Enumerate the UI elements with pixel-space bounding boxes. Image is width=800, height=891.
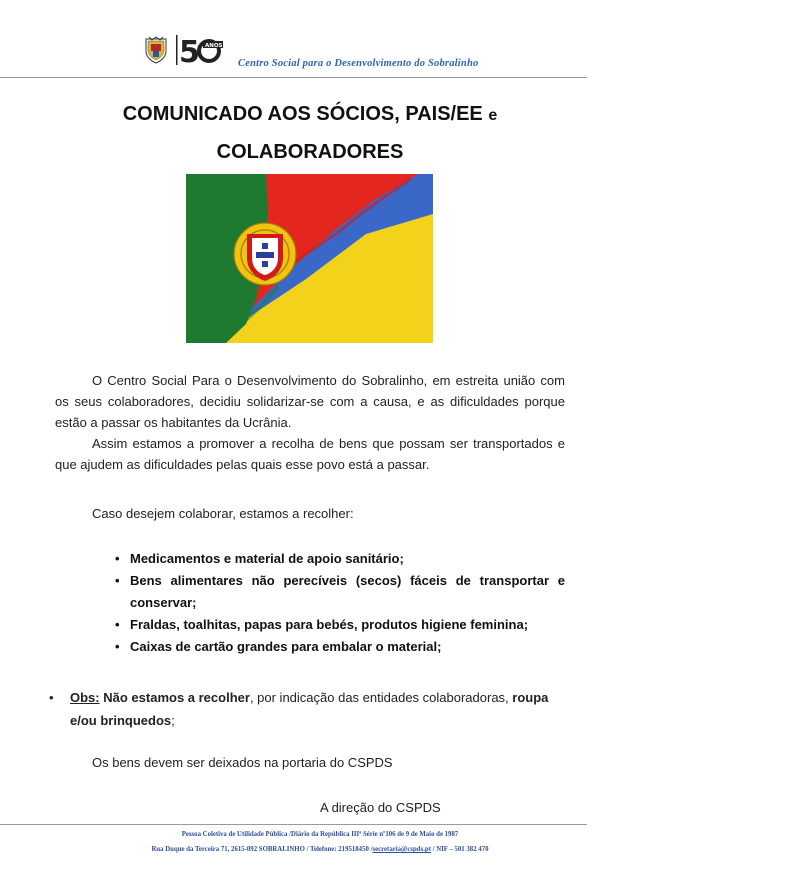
email-link[interactable]: secretaria@cspds.pt <box>372 846 431 853</box>
footer-nif: / NIF – 501 382 470 <box>430 846 489 853</box>
footer-address: Rua Duque da Terceira 71, 2615-092 SOBRALINHO / Telefone: 219518450 / <box>151 846 373 853</box>
title-line-2: COLABORADORES <box>216 141 404 163</box>
obs-not-collecting: Não estamos a recolher <box>103 690 250 705</box>
drop-off-paragraph: Os bens devem ser deixados na portaria do CSPDS <box>92 755 393 770</box>
items-list <box>115 548 565 658</box>
letterhead <box>0 0 587 80</box>
page-title <box>0 96 620 170</box>
obs-reason: , por indicação das entidades colaboradoras, <box>249 690 513 705</box>
50-years-logo <box>176 33 230 67</box>
collection-paragraph: Assim estamos a promover a recolha de bens que possam ser transportados e que ajudem as dificuldades pelas quais esse povo está a passar. <box>55 436 565 472</box>
obs-excluded-items: roupa e/ou brinquedos <box>70 690 549 728</box>
list-item: • Caixas de cartão grandes para embalar o material; <box>115 636 565 658</box>
bullet-icon: • <box>49 690 54 705</box>
portugal-ukraine-flag-image <box>186 174 433 343</box>
list-item: • Fraldas, toalhitas, papas para bebés, produtos higiene feminina; <box>115 614 565 636</box>
svg-text:ANOS: ANOS <box>205 43 223 49</box>
obs-label: Obs: <box>70 690 100 705</box>
header-divider <box>0 77 587 78</box>
coat-of-arms-logo <box>144 36 168 64</box>
intro-paragraph: O Centro Social Para o Desenvolvimento do Sobralinho, em estreita união com os seus colaboradores, decidiu solidarizar-se com a causa, e as dificuldades porque estão a passar os habitantes da Ucrânia. <box>55 373 565 430</box>
signature: A direção do CSPDS <box>320 800 441 815</box>
observation-note <box>49 686 575 732</box>
title-line-1-suffix: e <box>488 107 498 124</box>
collect-intro-paragraph: Caso desejem colaborar, estamos a recolher: <box>92 506 354 521</box>
list-item: • Bens alimentares não perecíveis (secos) fáceis de transportar e conservar; <box>115 570 565 614</box>
organization-name: Centro Social para o Desenvolvimento do Sobralinho <box>238 58 479 69</box>
footer-legal-line: Pessoa Coletiva de Utilidade Pública /Diário da República IIIª Série nº106 de 9 de Maio de 1987 <box>181 831 459 838</box>
svg-text:5: 5 <box>179 35 200 67</box>
footer-divider <box>0 824 587 825</box>
footer-contact-line <box>0 846 640 853</box>
obs-end: ; <box>171 713 175 728</box>
list-item: • Medicamentos e material de apoio sanitário; <box>115 548 565 570</box>
title-line-1: COMUNICADO AOS SÓCIOS, PAIS/EE <box>122 103 483 125</box>
